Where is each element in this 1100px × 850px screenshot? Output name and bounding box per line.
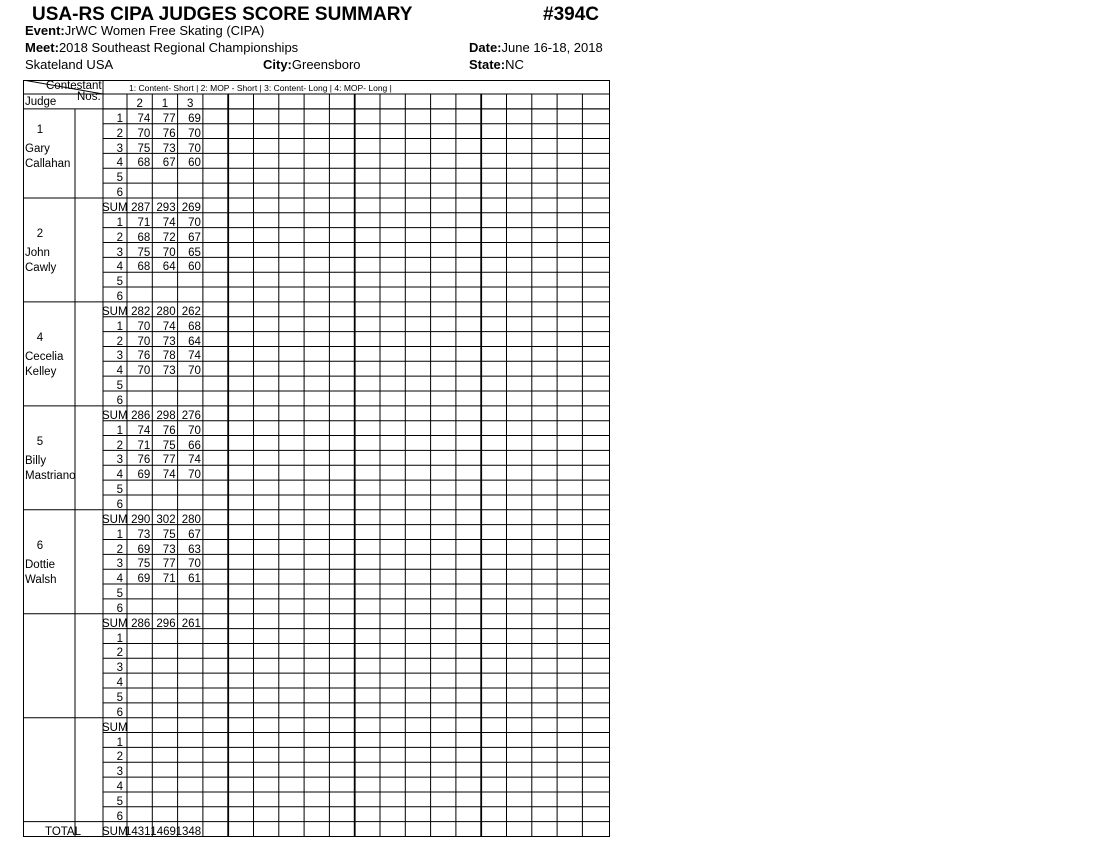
judge-last-name: Callahan [25,157,71,170]
score-cell: 74 [162,216,176,229]
row-number: 5 [116,172,123,185]
score-cell: 70 [162,246,176,259]
judge-first-name: Cecelia [25,350,64,363]
city-label: City: [263,57,292,72]
row-number: 4 [116,781,123,794]
score-cell: 63 [188,543,201,556]
sum-label: SUM [102,721,128,734]
row-number: 3 [116,246,123,259]
score-cell: 77 [162,112,176,125]
row-number: 5 [116,795,123,808]
score-cell: 74 [188,350,201,363]
score-cell: 77 [162,454,176,467]
sum-cell: 280 [156,305,176,318]
score-cell: 70 [188,424,201,437]
score-cell: 64 [162,261,176,274]
state-line [469,57,524,72]
judge-number: 5 [36,435,44,448]
score-cell: 71 [162,573,176,586]
score-cell: 73 [162,335,176,348]
row-number: 1 [116,424,123,437]
row-number: 5 [116,380,123,393]
sum-label: SUM [102,825,128,838]
row-number: 4 [116,573,123,586]
sum-label: SUM [102,513,128,526]
score-cell: 66 [188,439,201,452]
sum-cell: 302 [156,513,176,526]
row-number: 2 [116,127,123,140]
score-cell: 69 [188,112,201,125]
score-cell: 67 [162,157,176,170]
state-value: NC [505,57,524,72]
corner-judge-label: Judge [25,96,57,108]
row-number: 3 [116,454,123,467]
row-number: 3 [116,766,123,779]
score-cell: 77 [162,558,176,571]
score-cell: 61 [188,573,201,586]
row-number: 6 [116,602,123,615]
row-number: 4 [116,469,123,482]
score-cell: 75 [137,558,151,571]
sum-cell: 262 [181,305,201,318]
judge-number: 2 [36,227,44,240]
score-cell: 64 [188,335,201,348]
row-number: 3 [116,350,123,363]
row-number: 3 [116,662,123,675]
score-cell: 76 [137,350,151,363]
score-cell: 72 [162,231,176,244]
judge-last-name: Walsh [25,573,57,586]
score-cell: 75 [162,439,176,452]
sum-cell: 293 [156,201,176,214]
score-cell: 60 [188,157,201,170]
judge-last-name: Kelley [25,365,57,378]
score-cell: 71 [137,439,151,452]
row-number: 2 [116,751,123,764]
score-cell: 70 [137,335,151,348]
score-cell: 70 [188,127,201,140]
score-cell: 76 [162,424,176,437]
judge-first-name: Dottie [25,558,56,571]
page-title: USA-RS CIPA JUDGES SCORE SUMMARY [32,4,413,25]
corner-nos-label: Nos. [77,91,101,103]
contestant-number: 1 [161,98,169,110]
score-cell: 78 [162,350,176,363]
score-cell: 76 [137,454,151,467]
score-cell: 60 [188,261,201,274]
score-cell: 74 [162,469,176,482]
sum-cell: 287 [131,201,151,214]
score-cell: 74 [162,320,176,333]
row-number: 2 [116,231,123,244]
score-cell: 69 [137,543,151,556]
meet-line [25,40,298,55]
score-cell: 76 [162,127,176,140]
city-value: Greensboro [291,57,361,72]
sum-cell: 282 [131,305,151,318]
score-cell: 73 [162,142,176,155]
score-cell: 71 [137,216,151,229]
score-cell: 70 [188,216,201,229]
row-number: 6 [116,291,123,304]
judge-number: 4 [36,331,44,344]
score-cell: 74 [188,454,201,467]
meet-value: 2018 Southeast Regional Championships [58,40,299,55]
judge-first-name: Gary [25,142,50,155]
sum-cell: 296 [156,617,176,630]
sum-cell: 261 [181,617,201,630]
row-number: 5 [116,276,123,289]
form-number: #394C [543,4,599,25]
row-number: 5 [116,692,123,704]
state-label: State: [469,57,506,72]
row-number: 6 [116,395,123,407]
score-cell: 70 [188,142,201,155]
event-value: JrWC Women Free Skating (CIPA) [64,23,265,38]
contestant-number: 3 [187,98,194,110]
total-cell: 1469 [150,825,176,838]
total-cell: 1348 [175,825,202,838]
row-number: 1 [116,736,123,749]
row-number: 6 [116,498,123,511]
row-number: 1 [116,632,123,645]
score-cell: 73 [162,365,176,378]
score-cell: 69 [137,469,151,482]
score-cell: 70 [188,469,201,482]
score-cell: 70 [137,320,151,333]
score-cell: 65 [188,246,201,259]
row-number: 2 [116,335,123,348]
row-number: 2 [116,439,123,452]
date-line [469,40,603,55]
score-cell: 70 [188,558,201,571]
judge-info [25,227,75,276]
score-cell: 70 [137,127,151,140]
row-number: 6 [116,706,123,719]
score-cell: 67 [188,528,201,541]
row-number: 1 [116,112,123,125]
score-cell: 74 [137,424,151,437]
score-cell: 75 [162,528,176,541]
row-number: 1 [116,320,123,333]
judge-number: 6 [36,539,44,552]
score-cell: 70 [137,365,151,378]
sum-label: SUM [102,201,128,214]
judge-info [25,643,75,647]
venue: Skateland USA [25,57,114,72]
sum-cell: 286 [131,409,151,422]
judge-info [25,331,75,380]
event-label: Event: [25,23,65,38]
row-number: 3 [116,142,123,155]
corner-contestant-label: Contestant [46,80,102,92]
row-number: 4 [116,261,123,274]
judge-last-name: Cawly [25,261,57,274]
date-label: Date: [469,40,502,55]
score-cell: 70 [188,365,201,378]
score-grid [23,80,610,850]
row-number: 1 [116,216,123,229]
row-number: 6 [116,810,123,823]
sum-cell: 280 [181,513,201,526]
city-line [263,57,361,72]
date-value: June 16-18, 2018 [501,40,603,55]
row-number: 2 [116,647,123,660]
sum-cell: 290 [131,513,151,526]
sum-label: SUM [102,409,128,422]
row-number: 5 [116,484,123,497]
row-number: 6 [116,187,123,200]
sum-cell: 269 [181,201,201,214]
score-cell: 67 [188,231,201,244]
contestant-number: 2 [136,98,143,110]
judge-first-name: John [25,246,50,259]
score-cell: 75 [137,246,151,259]
judge-info [25,435,75,484]
row-number: 4 [116,365,123,378]
score-cell: 68 [137,261,151,274]
category-legend: 1: Content- Short | 2: MOP - Short | 3: Content- Long | 4: MOP- Long | [129,83,392,93]
judge-info [25,123,75,172]
score-cell: 74 [137,112,151,125]
score-cell: 69 [137,573,151,586]
event-line [25,23,264,38]
total-cell: 1431 [125,825,151,838]
row-number: 3 [116,558,123,571]
sum-label: SUM [102,305,128,318]
total-label: TOTAL [45,825,81,838]
judge-first-name: Billy [25,454,47,467]
row-number: 2 [116,543,123,556]
score-cell: 73 [162,543,176,556]
judge-last-name: Mastriano [25,469,76,482]
sum-label: SUM [102,617,128,630]
judge-info [25,539,75,588]
score-cell: 73 [137,528,151,541]
score-cell: 68 [137,157,151,170]
row-number: 4 [116,157,123,170]
sum-cell: 286 [131,617,151,630]
meet-label: Meet: [25,40,59,55]
score-cell: 68 [188,320,201,333]
score-cell: 75 [137,142,151,155]
sum-cell: 276 [181,409,201,422]
score-cell: 68 [137,231,151,244]
row-number: 5 [116,588,123,601]
judge-info [25,747,75,751]
row-number: 4 [116,677,123,690]
row-number: 1 [116,528,123,541]
sum-cell: 298 [156,409,176,422]
judge-number: 1 [36,123,44,136]
